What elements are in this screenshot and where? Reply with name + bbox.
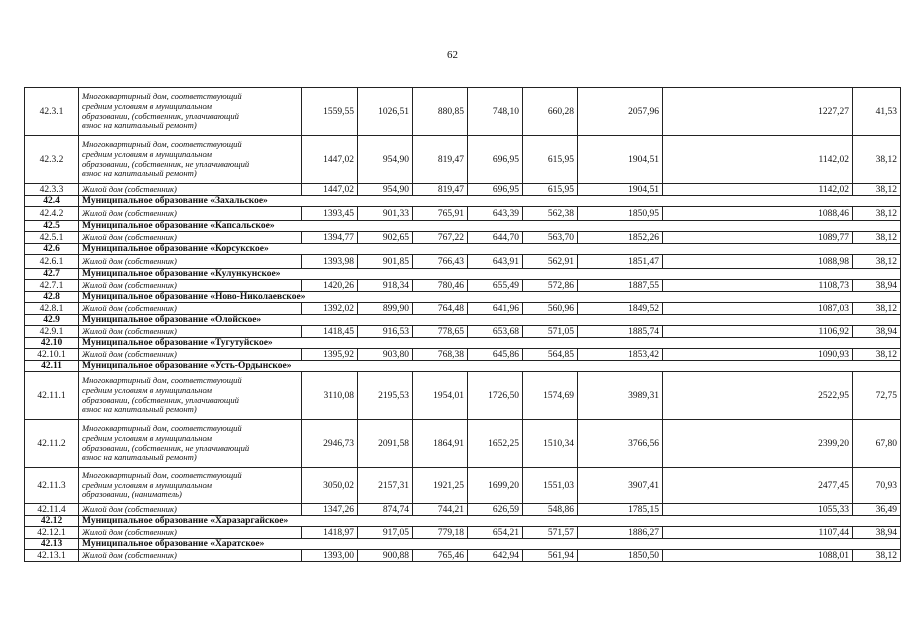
value-cell: 1864,91	[413, 420, 468, 468]
row-code: 42.6	[25, 244, 79, 255]
value-cell: 2522,95	[663, 372, 853, 420]
row-code: 42.4.2	[25, 207, 79, 221]
description-line: взнос на капитальный ремонт)	[82, 452, 197, 463]
description-line: средним условиям в муниципальном	[82, 479, 212, 490]
value-cell: 2057,96	[578, 88, 663, 136]
value-cell: 768,38	[413, 349, 468, 361]
description-line: средним условиям в муниципальном	[82, 432, 212, 443]
value-cell: 917,05	[358, 527, 413, 539]
value-cell: 1347,26	[302, 504, 358, 516]
table-row	[25, 255, 901, 269]
value-cell: 1853,42	[578, 349, 663, 361]
value-cell: 1849,52	[578, 303, 663, 315]
row-code: 42.8.1	[25, 303, 79, 315]
value-cell: 1851,47	[578, 255, 663, 269]
row-code: 42.8	[25, 292, 79, 303]
value-cell: 1090,93	[663, 349, 853, 361]
row-code: 42.9.1	[25, 326, 79, 338]
value-cell: 1088,98	[663, 255, 853, 269]
value-cell: 563,70	[523, 232, 578, 244]
value-cell: 1106,92	[663, 326, 853, 338]
description-line: Многоквартирный дом, соответствующий	[82, 422, 242, 433]
table-row	[25, 88, 901, 136]
value-cell: 645,86	[468, 349, 523, 361]
row-code: 42.3.1	[25, 88, 79, 136]
value-cell: 626,59	[468, 504, 523, 516]
value-cell: 1886,27	[578, 527, 663, 539]
value-cell: 3050,02	[302, 468, 358, 504]
value-cell: 1142,02	[663, 184, 853, 196]
section-row	[25, 315, 901, 326]
value-cell: 900,88	[358, 550, 413, 562]
value-cell: 1447,02	[302, 184, 358, 196]
value-cell: 38,94	[853, 326, 901, 338]
value-cell: 1887,55	[578, 280, 663, 292]
description-line: средним условиям в муниципальном	[82, 100, 212, 111]
table-row	[25, 232, 901, 244]
table-row	[25, 372, 901, 420]
value-cell: 655,49	[468, 280, 523, 292]
value-cell: 1418,45	[302, 326, 358, 338]
section-title: Муниципальное образование «Олойское»	[79, 315, 901, 326]
value-cell: 3907,41	[578, 468, 663, 504]
value-cell: 2091,58	[358, 420, 413, 468]
value-cell: 899,90	[358, 303, 413, 315]
row-code: 42.10.1	[25, 349, 79, 361]
description-line: взнос на капитальный ремонт)	[82, 120, 197, 131]
row-description	[79, 468, 302, 504]
description-line: образовании, (собственник, не уплачивающий	[82, 442, 250, 453]
section-row	[25, 539, 901, 550]
row-code: 42.3.3	[25, 184, 79, 196]
description-line: образовании, (наниматель)	[82, 489, 182, 500]
value-cell: 560,96	[523, 303, 578, 315]
description-line: Жилой дом (собственник)	[82, 504, 177, 514]
row-code: 42.6.1	[25, 255, 79, 269]
value-cell: 561,94	[523, 550, 578, 562]
value-cell: 1420,26	[302, 280, 358, 292]
value-cell: 1850,95	[578, 207, 663, 221]
value-cell: 572,86	[523, 280, 578, 292]
value-cell: 1395,92	[302, 349, 358, 361]
table-row	[25, 184, 901, 196]
value-cell: 1393,45	[302, 207, 358, 221]
value-cell: 1108,73	[663, 280, 853, 292]
value-cell: 902,65	[358, 232, 413, 244]
row-description	[79, 136, 302, 184]
description-line: средним условиям в муниципальном	[82, 384, 212, 395]
table-body	[25, 88, 901, 562]
value-cell: 1699,20	[468, 468, 523, 504]
value-cell: 1418,97	[302, 527, 358, 539]
value-cell: 641,96	[468, 303, 523, 315]
value-cell: 2399,20	[663, 420, 853, 468]
value-cell: 901,85	[358, 255, 413, 269]
value-cell: 819,47	[413, 136, 468, 184]
value-cell: 571,57	[523, 527, 578, 539]
row-description	[79, 280, 302, 292]
section-row	[25, 516, 901, 527]
value-cell: 653,68	[468, 326, 523, 338]
value-cell: 615,95	[523, 184, 578, 196]
row-description	[79, 372, 302, 420]
value-cell: 880,85	[413, 88, 468, 136]
section-row	[25, 361, 901, 372]
row-code: 42.5.1	[25, 232, 79, 244]
value-cell: 38,12	[853, 136, 901, 184]
table-row	[25, 136, 901, 184]
value-cell: 38,12	[853, 232, 901, 244]
value-cell: 1087,03	[663, 303, 853, 315]
section-row	[25, 196, 901, 207]
row-description	[79, 303, 302, 315]
value-cell: 918,34	[358, 280, 413, 292]
description-line: Многоквартирный дом, соответствующий	[82, 374, 242, 385]
description-line: средним условиям в муниципальном	[82, 148, 212, 159]
value-cell: 1850,50	[578, 550, 663, 562]
value-cell: 1227,27	[663, 88, 853, 136]
description-line: Жилой дом (собственник)	[82, 256, 177, 266]
row-code: 42.9	[25, 315, 79, 326]
section-row	[25, 244, 901, 255]
row-description	[79, 550, 302, 562]
value-cell: 1954,01	[413, 372, 468, 420]
value-cell: 954,90	[358, 136, 413, 184]
row-code: 42.11.3	[25, 468, 79, 504]
value-cell: 1510,34	[523, 420, 578, 468]
value-cell: 67,80	[853, 420, 901, 468]
description-line: Жилой дом (собственник)	[82, 280, 177, 290]
value-cell: 72,75	[853, 372, 901, 420]
value-cell: 70,93	[853, 468, 901, 504]
value-cell: 766,43	[413, 255, 468, 269]
table-row	[25, 420, 901, 468]
value-cell: 38,12	[853, 349, 901, 361]
row-code: 42.4	[25, 196, 79, 207]
value-cell: 643,91	[468, 255, 523, 269]
row-description	[79, 326, 302, 338]
value-cell: 562,91	[523, 255, 578, 269]
tariff-table	[24, 87, 901, 562]
row-code: 42.3.2	[25, 136, 79, 184]
section-title: Муниципальное образование «Корсукское»	[79, 244, 901, 255]
description-line: Жилой дом (собственник)	[82, 232, 177, 242]
value-cell: 1726,50	[468, 372, 523, 420]
value-cell: 38,12	[853, 550, 901, 562]
value-cell: 765,91	[413, 207, 468, 221]
description-line: Жилой дом (собственник)	[82, 527, 177, 537]
description-line: образовании, (собственник, уплачивающий	[82, 394, 239, 405]
row-description	[79, 420, 302, 468]
section-title: Муниципальное образование «Усть-Ордынское»	[79, 361, 901, 372]
value-cell: 779,18	[413, 527, 468, 539]
value-cell: 1107,44	[663, 527, 853, 539]
value-cell: 3110,08	[302, 372, 358, 420]
row-code: 42.10	[25, 338, 79, 349]
value-cell: 643,39	[468, 207, 523, 221]
value-cell: 778,65	[413, 326, 468, 338]
value-cell: 1088,46	[663, 207, 853, 221]
value-cell: 903,80	[358, 349, 413, 361]
value-cell: 38,12	[853, 303, 901, 315]
row-description	[79, 207, 302, 221]
table-row	[25, 280, 901, 292]
description-line: Жилой дом (собственник)	[82, 208, 177, 218]
table-row	[25, 326, 901, 338]
value-cell: 548,86	[523, 504, 578, 516]
value-cell: 901,33	[358, 207, 413, 221]
value-cell: 36,49	[853, 504, 901, 516]
section-row	[25, 221, 901, 232]
row-code: 42.11.2	[25, 420, 79, 468]
row-description	[79, 349, 302, 361]
section-title: Муниципальное образование «Тугутуйское»	[79, 338, 901, 349]
row-code: 42.11	[25, 361, 79, 372]
value-cell: 1393,98	[302, 255, 358, 269]
value-cell: 954,90	[358, 184, 413, 196]
value-cell: 1904,51	[578, 136, 663, 184]
section-title: Муниципальное образование «Ново-Николаевское»	[79, 292, 901, 303]
table-row	[25, 303, 901, 315]
value-cell: 2946,73	[302, 420, 358, 468]
value-cell: 767,22	[413, 232, 468, 244]
value-cell: 1785,15	[578, 504, 663, 516]
row-description	[79, 255, 302, 269]
value-cell: 38,94	[853, 280, 901, 292]
description-line: Жилой дом (собственник)	[82, 550, 177, 560]
value-cell: 3766,56	[578, 420, 663, 468]
value-cell: 1088,01	[663, 550, 853, 562]
value-cell: 1026,51	[358, 88, 413, 136]
value-cell: 654,21	[468, 527, 523, 539]
value-cell: 748,10	[468, 88, 523, 136]
row-code: 42.11.4	[25, 504, 79, 516]
value-cell: 1885,74	[578, 326, 663, 338]
value-cell: 780,46	[413, 280, 468, 292]
value-cell: 1921,25	[413, 468, 468, 504]
row-description	[79, 232, 302, 244]
row-code: 42.12.1	[25, 527, 79, 539]
description-line: Многоквартирный дом, соответствующий	[82, 469, 242, 480]
value-cell: 2477,45	[663, 468, 853, 504]
description-line: Многоквартирный дом, соответствующий	[82, 90, 242, 101]
value-cell: 916,53	[358, 326, 413, 338]
value-cell: 41,53	[853, 88, 901, 136]
row-description	[79, 88, 302, 136]
section-title: Муниципальное образование «Захальское»	[79, 196, 901, 207]
section-title: Муниципальное образование «Кулункунское»	[79, 269, 901, 280]
row-code: 42.7	[25, 269, 79, 280]
table-row	[25, 527, 901, 539]
description-line: образовании, (собственник, не уплачивающий	[82, 158, 250, 169]
description-line: Жилой дом (собственник)	[82, 326, 177, 336]
value-cell: 562,38	[523, 207, 578, 221]
value-cell: 2157,31	[358, 468, 413, 504]
section-title: Муниципальное образование «Харазаргайское»	[79, 516, 901, 527]
value-cell: 765,46	[413, 550, 468, 562]
description-line: Многоквартирный дом, соответствующий	[82, 138, 242, 149]
value-cell: 571,05	[523, 326, 578, 338]
value-cell: 38,12	[853, 184, 901, 196]
description-line: взнос на капитальный ремонт)	[82, 168, 197, 179]
table-row	[25, 468, 901, 504]
value-cell: 3989,31	[578, 372, 663, 420]
value-cell: 2195,53	[358, 372, 413, 420]
row-code: 42.13	[25, 539, 79, 550]
value-cell: 1447,02	[302, 136, 358, 184]
section-row	[25, 292, 901, 303]
section-row	[25, 269, 901, 280]
value-cell: 1394,77	[302, 232, 358, 244]
value-cell: 615,95	[523, 136, 578, 184]
table-row	[25, 207, 901, 221]
value-cell: 1852,26	[578, 232, 663, 244]
row-description	[79, 184, 302, 196]
description-line: Жилой дом (собственник)	[82, 303, 177, 313]
value-cell: 1055,33	[663, 504, 853, 516]
section-title: Муниципальное образование «Харатское»	[79, 539, 901, 550]
row-code: 42.12	[25, 516, 79, 527]
value-cell: 819,47	[413, 184, 468, 196]
description-line: Жилой дом (собственник)	[82, 349, 177, 359]
value-cell: 1393,00	[302, 550, 358, 562]
value-cell: 1142,02	[663, 136, 853, 184]
value-cell: 696,95	[468, 184, 523, 196]
value-cell: 874,74	[358, 504, 413, 516]
value-cell: 1089,77	[663, 232, 853, 244]
row-code: 42.7.1	[25, 280, 79, 292]
row-code: 42.11.1	[25, 372, 79, 420]
value-cell: 1559,55	[302, 88, 358, 136]
section-row	[25, 338, 901, 349]
value-cell: 564,85	[523, 349, 578, 361]
value-cell: 1652,25	[468, 420, 523, 468]
value-cell: 642,94	[468, 550, 523, 562]
section-title: Муниципальное образование «Капсальское»	[79, 221, 901, 232]
value-cell: 1574,69	[523, 372, 578, 420]
table-row	[25, 504, 901, 516]
row-code: 42.5	[25, 221, 79, 232]
row-description	[79, 504, 302, 516]
value-cell: 660,28	[523, 88, 578, 136]
table-row	[25, 349, 901, 361]
value-cell: 744,21	[413, 504, 468, 516]
value-cell: 644,70	[468, 232, 523, 244]
value-cell: 38,94	[853, 527, 901, 539]
value-cell: 38,12	[853, 255, 901, 269]
value-cell: 1551,03	[523, 468, 578, 504]
value-cell: 38,12	[853, 207, 901, 221]
value-cell: 1904,51	[578, 184, 663, 196]
value-cell: 696,95	[468, 136, 523, 184]
table-row	[25, 550, 901, 562]
page-number: 62	[447, 49, 458, 61]
description-line: образовании, (собственник, уплачивающий	[82, 110, 239, 121]
value-cell: 1392,02	[302, 303, 358, 315]
description-line: Жилой дом (собственник)	[82, 184, 177, 194]
row-code: 42.13.1	[25, 550, 79, 562]
value-cell: 764,48	[413, 303, 468, 315]
row-description	[79, 527, 302, 539]
description-line: взнос на капитальный ремонт)	[82, 404, 197, 415]
